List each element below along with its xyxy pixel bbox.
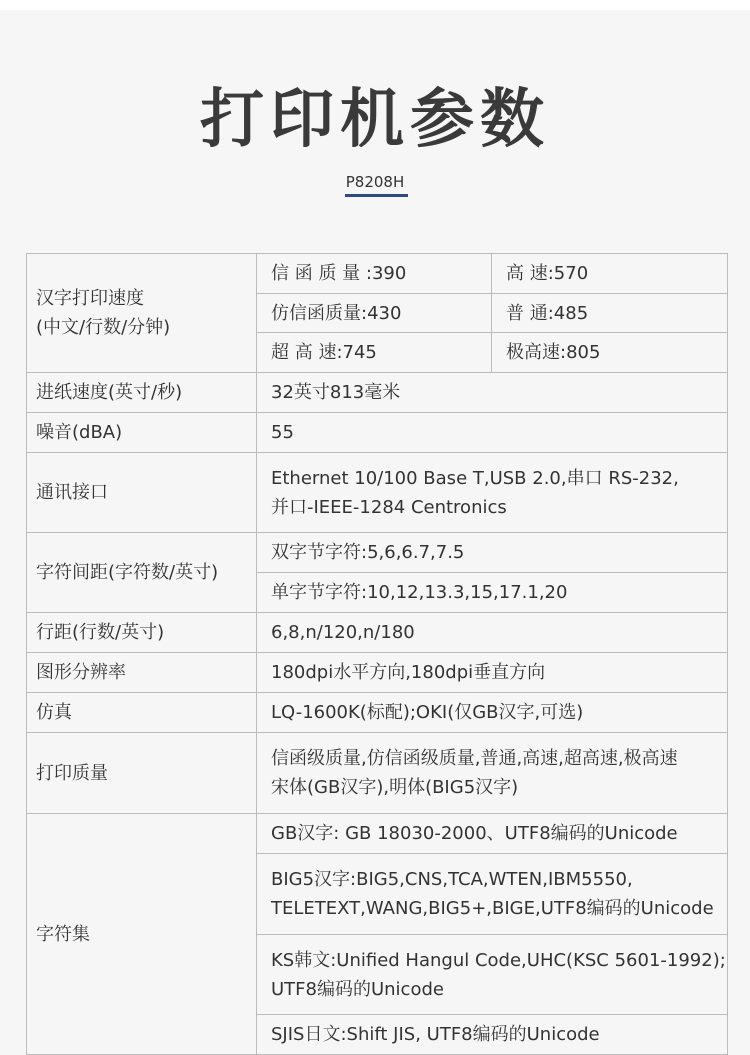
speed-normal: 普 通:485 bbox=[492, 294, 728, 333]
label-line-pitch: 行距(行数/英寸) bbox=[27, 613, 257, 653]
label-emulation: 仿真 bbox=[27, 693, 257, 733]
value-charset-big5: BIG5汉字:BIG5,CNS,TCA,WTEN,IBM5550, TELETEXT,WANG,BIG5+,BIGE,UTF8编码的Unicode bbox=[257, 854, 728, 935]
label-print-quality: 打印质量 bbox=[27, 733, 257, 814]
label-interface: 通讯接口 bbox=[27, 453, 257, 533]
value-line-pitch: 6,8,n/120,n/180 bbox=[257, 613, 728, 653]
value-emulation: LQ-1600K(标配);OKI(仅GB汉字,可选) bbox=[257, 693, 728, 733]
value-charset-gb: GB汉字: GB 18030-2000、UTF8编码的Unicode bbox=[257, 814, 728, 854]
top-band bbox=[0, 0, 750, 10]
speed-ultra-high: 极高速:805 bbox=[492, 333, 728, 373]
label-charset: 字符集 bbox=[27, 814, 257, 1055]
value-noise: 55 bbox=[257, 413, 728, 453]
page-title: 打印机参数 bbox=[200, 83, 550, 157]
table-row bbox=[27, 814, 728, 854]
value-charset-ks: KS韩文:Unified Hangul Code,UHC(KSC 5601-1992); UTF8编码的Unicode bbox=[257, 935, 728, 1015]
label-char-pitch: 字符间距(字符数/英寸) bbox=[27, 533, 257, 613]
value-print-quality: 信函级质量,仿信函级质量,普通,高速,超高速,极高速 宋体(GB汉字),明体(BIG5汉字) bbox=[257, 733, 728, 814]
value-feed-speed: 32英寸813毫米 bbox=[257, 373, 728, 413]
speed-letter-quality: 信 函 质 量 :390 bbox=[257, 254, 492, 294]
label-print-speed: 汉字打印速度 (中文/行数/分钟) bbox=[27, 254, 257, 373]
label-feed-speed: 进纸速度(英寸/秒) bbox=[27, 373, 257, 413]
speed-super-high: 超 高 速:745 bbox=[257, 333, 492, 373]
table-row bbox=[27, 733, 728, 814]
value-resolution: 180dpi水平方向,180dpi垂直方向 bbox=[257, 653, 728, 693]
value-interface: Ethernet 10/100 Base T,USB 2.0,串口 RS-232, 并口-IEEE-1284 Centronics bbox=[257, 453, 728, 533]
speed-near-letter-quality: 仿信函质量:430 bbox=[257, 294, 492, 333]
table-row bbox=[27, 533, 728, 573]
table-row bbox=[27, 653, 728, 693]
table-row bbox=[27, 254, 728, 294]
table-row bbox=[27, 413, 728, 453]
value-charset-sjis: SJIS日文:Shift JIS, UTF8编码的Unicode bbox=[257, 1015, 728, 1055]
label-resolution: 图形分辨率 bbox=[27, 653, 257, 693]
table-row bbox=[27, 373, 728, 413]
model-number: P8208H bbox=[345, 173, 405, 191]
table-row bbox=[27, 613, 728, 653]
speed-high: 高 速:570 bbox=[492, 254, 728, 294]
model-underline bbox=[345, 194, 408, 197]
value-double-byte: 双字节字符:5,6,6.7,7.5 bbox=[257, 533, 728, 573]
value-single-byte: 单字节字符:10,12,13.3,15,17.1,20 bbox=[257, 573, 728, 613]
spec-table bbox=[26, 253, 728, 1055]
table-row bbox=[27, 453, 728, 533]
label-noise: 噪音(dBA) bbox=[27, 413, 257, 453]
table-row bbox=[27, 693, 728, 733]
